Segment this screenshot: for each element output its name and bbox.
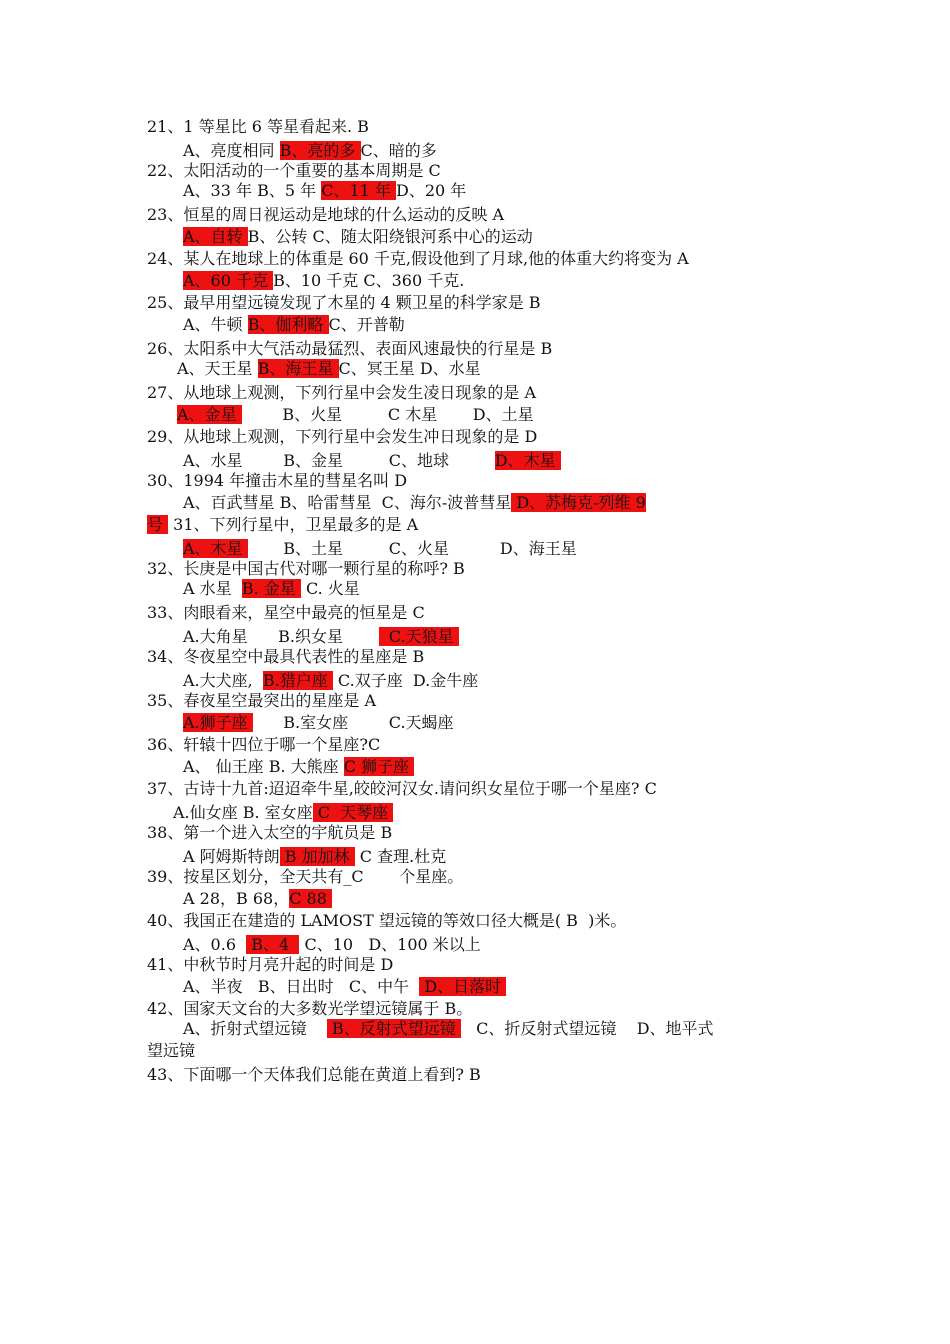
question-line [147, 1064, 481, 1086]
line-text: 40、我国正在建造的 LAMOST 望远镜的等效口径大概是( B )米。 [147, 911, 627, 930]
line-text: C.双子座 D.金牛座 [332, 671, 479, 690]
question-line [183, 888, 332, 910]
line-text: B、10 千克 C、360 千克. [273, 271, 465, 290]
line-text: B.室女座 C.天蝎座 [252, 713, 454, 732]
highlighted-answer: A、金星 [177, 405, 242, 424]
question-line [183, 846, 446, 868]
line-text: 41、中秋节时月亮升起的时间是 D [147, 955, 394, 974]
line-text: A 28，B 68， [183, 889, 290, 908]
question-line [183, 934, 481, 956]
highlighted-answer: B、反射式望远镜 [326, 1019, 461, 1038]
line-text: C. 火星 [300, 579, 360, 598]
question-line [183, 314, 405, 336]
highlighted-answer: C、11 年 [321, 181, 396, 200]
line-text: A.大角星 B.织女星 [183, 627, 379, 646]
question-line [183, 976, 506, 998]
line-text: A、百武彗星 B、哈雷彗星 C、海尔-波普彗星 [183, 493, 512, 512]
line-text: 39、按星区划分，全天共有_C 个星座。 [147, 867, 464, 886]
highlighted-answer: A、60 千克 [183, 271, 274, 290]
question-line [147, 338, 552, 360]
highlighted-answer: A.狮子座 [183, 713, 253, 732]
line-text: A.仙女座 B. 室女座 [173, 803, 313, 822]
line-text: B、火星 C 木星 D、土星 [241, 405, 534, 424]
line-text: 21、1 等星比 6 等星看起来. B [147, 117, 369, 136]
question-line [147, 602, 425, 624]
question-line [147, 866, 463, 888]
highlighted-answer: A、自转 [183, 227, 248, 246]
question-line [147, 778, 657, 800]
line-text: C、开普勒 [328, 315, 405, 334]
question-line [147, 822, 392, 844]
line-text: 34、冬夜星空中最具代表性的星座是 B [147, 647, 425, 666]
question-line [147, 470, 407, 492]
question-line [147, 382, 536, 404]
line-text: 25、最早用望远镜发现了木星的 4 颗卫星的科学家是 B [147, 293, 541, 312]
line-text: 30、1994 年撞击木星的彗星名叫 D [147, 471, 408, 490]
question-line [177, 404, 534, 426]
line-text: 望远镜 [147, 1041, 196, 1060]
line-text: A、牛顿 [183, 315, 248, 334]
question-line [147, 514, 418, 536]
line-text: C、折反射式望远镜 D、地平式 [460, 1019, 714, 1038]
highlighted-answer: B 加加林 [279, 847, 355, 866]
question-line [183, 226, 533, 248]
line-text: A、0.6 [183, 935, 247, 954]
line-text: B、公转 C、随太阳绕银河系中心的运动 [247, 227, 533, 246]
highlighted-answer: B.猎户座 [262, 671, 333, 690]
question-line [147, 426, 537, 448]
question-line [183, 670, 478, 692]
highlighted-answer: B、4 [246, 935, 300, 954]
question-line [147, 116, 369, 138]
highlighted-answer: B、海王星 [257, 359, 339, 378]
line-text: 35、春夜星空最突出的星座是 A [147, 691, 377, 710]
question-line [183, 626, 459, 648]
line-text: A.大犬座, [183, 671, 263, 690]
question-line [147, 910, 626, 932]
line-text: 36、轩辕十四位于哪一个星座?C [147, 735, 381, 754]
highlighted-answer: C 88 [289, 889, 332, 908]
line-text: A 水星 [183, 579, 242, 598]
question-line [147, 558, 465, 580]
question-line [183, 1018, 714, 1040]
question-line [183, 712, 454, 734]
highlighted-answer: A、木星 [183, 539, 248, 558]
question-line [183, 538, 577, 560]
line-text: C、冥王星 D、水星 [338, 359, 481, 378]
line-text: 24、某人在地球上的体重是 60 千克,假设他到了月球,他的体重大约将变为 A [147, 249, 689, 268]
line-text: A、 仙王座 B. 大熊座 [183, 757, 344, 776]
line-text: 27、从地球上观测，下列行星中会发生凌日现象的是 A [147, 383, 537, 402]
question-line [147, 160, 441, 182]
line-text: C、暗的多 [360, 141, 437, 160]
question-line [183, 270, 464, 292]
line-text: A、水星 B、金星 C、地球 [183, 451, 495, 470]
highlighted-answer: D、苏梅克-列维 9 [511, 493, 646, 512]
question-line [183, 450, 561, 472]
question-line [183, 756, 414, 778]
highlighted-answer: D、木星 [494, 451, 561, 470]
line-text: 26、太阳系中大气活动最猛烈、表面风速最快的行星是 B [147, 339, 553, 358]
line-text: 23、恒星的周日视运动是地球的什么运动的反映 A [147, 205, 505, 224]
line-text: A、亮度相同 [183, 141, 280, 160]
line-text: 22、太阳活动的一个重要的基本周期是 C [147, 161, 441, 180]
highlighted-answer: C 天琴座 [312, 803, 394, 822]
question-line [183, 492, 646, 514]
line-text: 33、肉眼看来，星空中最亮的恒星是 C [147, 603, 425, 622]
line-text: 29、从地球上观测，下列行星中会发生冲日现象的是 D [147, 427, 538, 446]
question-line [147, 734, 380, 756]
question-line [147, 248, 689, 270]
line-text: A、半夜 B、日出时 C、中午 [183, 977, 420, 996]
line-text: 31、下列行星中，卫星最多的是 A [168, 515, 419, 534]
question-line [177, 358, 481, 380]
highlighted-answer: 号 [147, 515, 169, 534]
line-text: 37、古诗十九首:迢迢牵牛星,皎皎河汉女.请问织女星位于哪一个星座? C [147, 779, 657, 798]
line-text: D、20 年 [395, 181, 467, 200]
line-text: A、33 年 B、5 年 [183, 181, 322, 200]
line-text: B、土星 C、火星 D、海王星 [247, 539, 577, 558]
question-line [147, 998, 472, 1020]
line-text: 43、下面哪一个天体我们总能在黄道上看到? B [147, 1065, 481, 1084]
highlighted-answer: D、日落时 [419, 977, 507, 996]
question-line [147, 690, 376, 712]
line-text: 38、第一个进入太空的宇航员是 B [147, 823, 393, 842]
question-line [183, 578, 360, 600]
question-line [147, 204, 504, 226]
question-line [147, 292, 541, 314]
line-text: 32、长庚是中国古代对哪一颗行星的称呼? B [147, 559, 465, 578]
highlighted-answer: B. 金星 [241, 579, 301, 598]
question-line [183, 140, 437, 162]
line-text: A、折射式望远镜 [183, 1019, 327, 1038]
line-text: A 阿姆斯特朗 [183, 847, 280, 866]
line-text: C 查理.杜克 [354, 847, 447, 866]
line-text: 42、国家天文台的大多数光学望远镜属于 B。 [147, 999, 473, 1018]
question-line [173, 802, 393, 824]
question-line [147, 646, 424, 668]
line-text: C、10 D、100 米以上 [299, 935, 481, 954]
highlighted-answer: B、亮的多 [279, 141, 361, 160]
question-line [147, 1040, 195, 1062]
highlighted-answer: B、伽利略 [247, 315, 329, 334]
line-text: A、天王星 [177, 359, 258, 378]
highlighted-answer: C 狮子座 [343, 757, 415, 776]
highlighted-answer: C.天狼星 [378, 627, 459, 646]
question-line [183, 180, 466, 202]
question-line [147, 954, 393, 976]
